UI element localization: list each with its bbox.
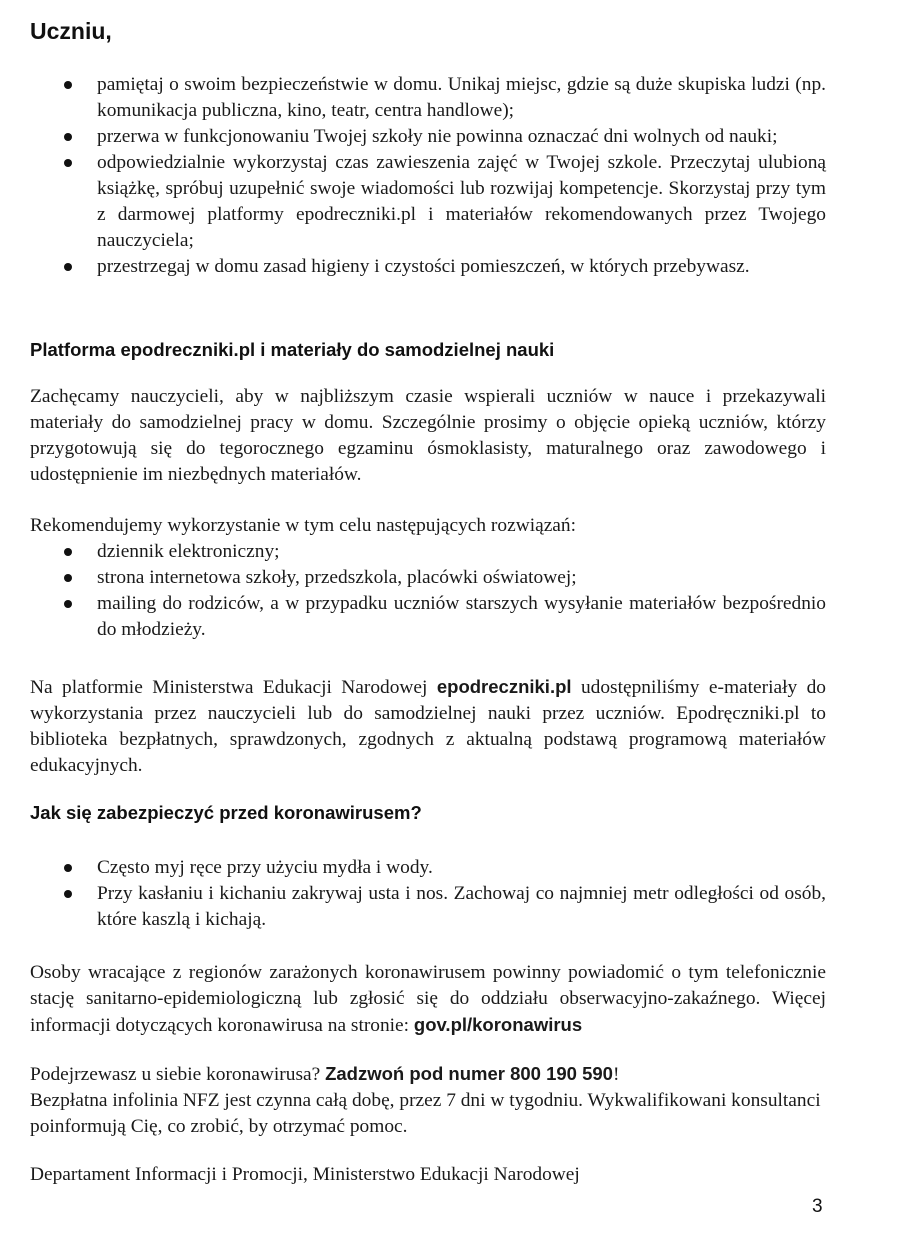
list-item: przerwa w funkcjonowaniu Twojej szkoły nie powinna oznaczać dni wolnych od nauki; xyxy=(30,124,826,150)
list-item: dziennik elektroniczny; xyxy=(30,539,826,565)
page-number: 3 xyxy=(812,1196,823,1217)
bullet-icon xyxy=(64,600,72,608)
signature: Departament Informacji i Promocji, Ministerstwo Edukacji Narodowej xyxy=(30,1164,580,1185)
bullet-icon xyxy=(64,159,72,167)
bullet-icon xyxy=(64,263,72,271)
list-item: przestrzegaj w domu zasad higieny i czystości pomieszczeń, w których przebywasz. xyxy=(30,254,826,280)
platform-section-heading: Platforma epodreczniki.pl i materiały do samodzielnej nauki xyxy=(30,339,555,360)
platform-intro-paragraph: Zachęcamy nauczycieli, aby w najbliższym czasie wspierali uczniów w nauce i przekazywali materiały do samodzielnej pracy w domu. Szczególnie prosimy o objęcie opieką uczniów, którzy przygotowują się do tegorocznego egzaminu ósmoklasisty, maturalnego oraz zawodowego i udostępnienie im niezbędnych materiałów. xyxy=(30,386,826,485)
hotline-paragraph: Podejrzewasz u siebie koronawirusa? Zadzwoń pod numer 800 190 590! Bezpłatna infolinia NFZ jest czynna całą dobę, przez 7 dni w tygodniu. Wykwalifikowani konsultanci poinformują Cię, co zrobić, by otrzymać pomoc. xyxy=(30,1063,821,1137)
list-item: odpowiedzialnie wykorzystaj czas zawieszenia zajęć w Twojej szkole. Przeczytaj ulubioną książkę, spróbuj uzupełnić swoje wiadomości lub rozwijaj kompetencje. Skorzystaj przy tym z darmowej platformy epodreczniki.pl i materiałów rekomendowanych przez Twojego nauczyciela; xyxy=(30,150,826,254)
virus-tips-list xyxy=(30,855,826,933)
list-item: strona internetowa szkoły, przedszkola, placówki oświatowej; xyxy=(30,565,826,591)
bullet-icon xyxy=(64,548,72,556)
recommend-lead: Rekomendujemy wykorzystanie w tym celu następujących rozwiązań: xyxy=(30,515,576,536)
greeting-heading: Uczniu, xyxy=(30,18,112,44)
epodreczniki-link[interactable]: epodreczniki.pl xyxy=(436,676,572,697)
bullet-icon xyxy=(64,133,72,141)
gov-koronawirus-link[interactable]: gov.pl/koronawirus xyxy=(413,1014,583,1035)
bullet-icon xyxy=(64,81,72,89)
list-item: Często myj ręce przy użyciu mydła i wody. xyxy=(30,855,826,881)
solutions-list xyxy=(30,539,826,643)
student-tips-list xyxy=(30,72,826,280)
call-number-text: Zadzwoń pod numer 800 190 590 xyxy=(325,1063,613,1084)
platform-outro-paragraph: Na platformie Ministerstwa Edukacji Narodowej epodreczniki.pl udostępniliśmy e-materiały do wykorzystania przez nauczycieli lub do samodzielnej nauki przez uczniów. Epodręczniki.pl to biblioteka bezpłatnych, sprawdzonych, zgodnych z aktualną podstawą programową materiałów edukacyjnych. xyxy=(30,676,826,776)
virus-section-heading: Jak się zabezpieczyć przed koronawirusem? xyxy=(30,802,422,823)
bullet-icon xyxy=(64,574,72,582)
list-item: pamiętaj o swoim bezpieczeństwie w domu. Unikaj miejsc, gdzie są duże skupiska ludzi (np. komunikacja publiczna, kino, teatr, centra handlowe); xyxy=(30,72,826,124)
bullet-icon xyxy=(64,890,72,898)
list-item: Przy kasłaniu i kichaniu zakrywaj usta i nos. Zachowaj co najmniej metr odległości od osób, które kaszlą i kichają. xyxy=(30,881,826,933)
returning-travelers-paragraph: Osoby wracające z regionów zarażonych koronawirusem powinny powiadomić o tym telefonicznie stację sanitarno-epidemiologiczną lub zgłosić się do oddziału obserwacyjno-zakaźnego. Więcej informacji dotyczących koronawirusa na stronie: gov.pl/koronawirus xyxy=(30,962,826,1036)
bullet-icon xyxy=(64,864,72,872)
list-item: mailing do rodziców, a w przypadku uczniów starszych wysyłanie materiałów bezpośrednio do młodzieży. xyxy=(30,591,826,643)
